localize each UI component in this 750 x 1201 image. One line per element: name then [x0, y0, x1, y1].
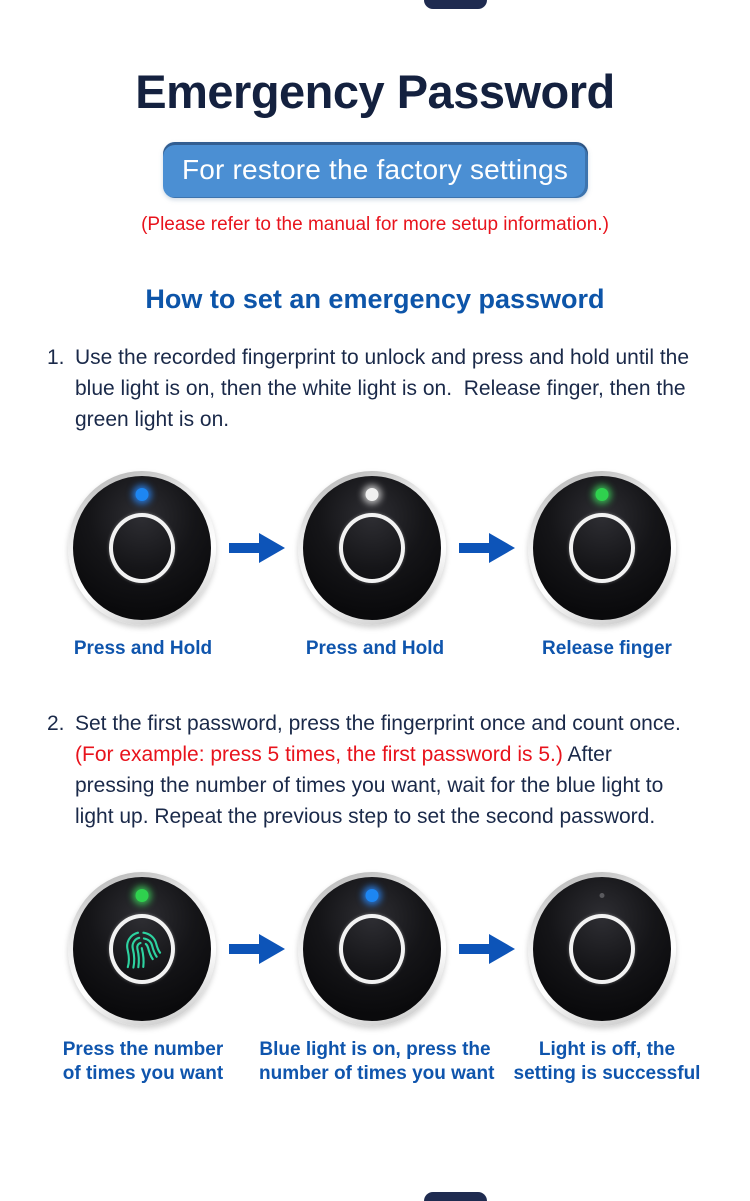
lock-caption-line: Press the number: [62, 1039, 224, 1060]
arrow-right-icon: [459, 934, 515, 964]
page-title: Emergency Password: [135, 65, 615, 118]
fingerprint-sensor-ring: [339, 513, 405, 583]
caption-row-1: [27, 637, 723, 661]
padlock-body: [533, 877, 671, 1021]
subtitle-banner-label: For restore the factory settings: [181, 154, 569, 185]
step-2: [47, 708, 703, 832]
padlock-image-white-light: [298, 471, 446, 625]
fingerprint-sensor-ring: [339, 914, 405, 984]
padlock-body: [533, 476, 671, 620]
lock-caption: Press and Hold: [73, 638, 213, 659]
arrow-right-icon: [459, 533, 515, 563]
step-2-text-before: Set the first password, press the fingerprint once and count once.: [75, 712, 687, 735]
manual-note: (Please refer to the manual for more setup information.): [141, 214, 609, 235]
step-1-text: Use the recorded fingerprint to unlock and press and hold until the blue light is on, then the white light is on. Release finger, then the green light is on.: [75, 346, 695, 431]
step-arrow: [446, 533, 528, 563]
padlock-image-green-light: [528, 471, 676, 625]
fingerprint-sensor-ring: [109, 914, 175, 984]
padlock-image-light-off: [528, 872, 676, 1026]
step-2-text: [75, 708, 697, 832]
lock-caption-line: Blue light is on, press the: [259, 1039, 491, 1060]
bottom-card-fragment: [424, 1192, 487, 1201]
green-led-icon: [596, 488, 609, 501]
padlock-image-green-light-fingerprint: [68, 872, 216, 1026]
lock-caption: Release finger: [542, 638, 672, 659]
lock-sequence-row-2: [68, 872, 682, 1026]
top-card-fragment: [424, 0, 487, 9]
step-1-number: 1.: [47, 346, 65, 369]
step-arrow: [216, 533, 298, 563]
lock-caption-line: of times you want: [62, 1063, 224, 1084]
section-heading: How to set an emergency password: [145, 284, 605, 314]
blue-led-icon: [136, 488, 149, 501]
lock-sequence-row-1: [68, 471, 682, 625]
step-2-text-after: After pressing the number of times you want, wait for the blue light to light up. Repeat the previous step to set the second password.: [75, 743, 670, 828]
padlock-body: [73, 877, 211, 1021]
lock-caption: [259, 1038, 495, 1086]
fingerprint-sensor-ring: [569, 513, 635, 583]
fingerprint-sensor-ring: [109, 513, 175, 583]
lock-caption-line: setting is successful: [513, 1063, 701, 1084]
subtitle-banner: [163, 142, 588, 198]
step-2-example-highlight: (For example: press 5 times, the first password is 5.): [75, 743, 563, 766]
padlock-body: [303, 877, 441, 1021]
lock-caption-line: number of times you want: [259, 1063, 495, 1084]
padlock-body: [73, 476, 211, 620]
lock-caption: Press and Hold: [305, 638, 445, 659]
blue-led-icon: [366, 889, 379, 902]
fingerprint-sensor-ring: [569, 914, 635, 984]
step-1: [47, 342, 703, 435]
step-arrow: [216, 934, 298, 964]
padlock-image-blue-light: [298, 872, 446, 1026]
white-led-icon: [366, 488, 379, 501]
led-off-icon: [600, 893, 605, 898]
arrow-right-icon: [229, 533, 285, 563]
padlock-image-blue-light: [68, 471, 216, 625]
lock-caption-line: Light is off, the: [538, 1039, 676, 1060]
step-arrow: [446, 934, 528, 964]
lock-caption: [491, 1038, 723, 1086]
green-led-icon: [136, 889, 149, 902]
caption-row-2: [27, 1038, 723, 1086]
padlock-body: [303, 476, 441, 620]
lock-caption: [27, 1038, 259, 1086]
arrow-right-icon: [229, 934, 285, 964]
step-2-number: 2.: [47, 712, 65, 735]
fingerprint-icon: [119, 924, 165, 974]
